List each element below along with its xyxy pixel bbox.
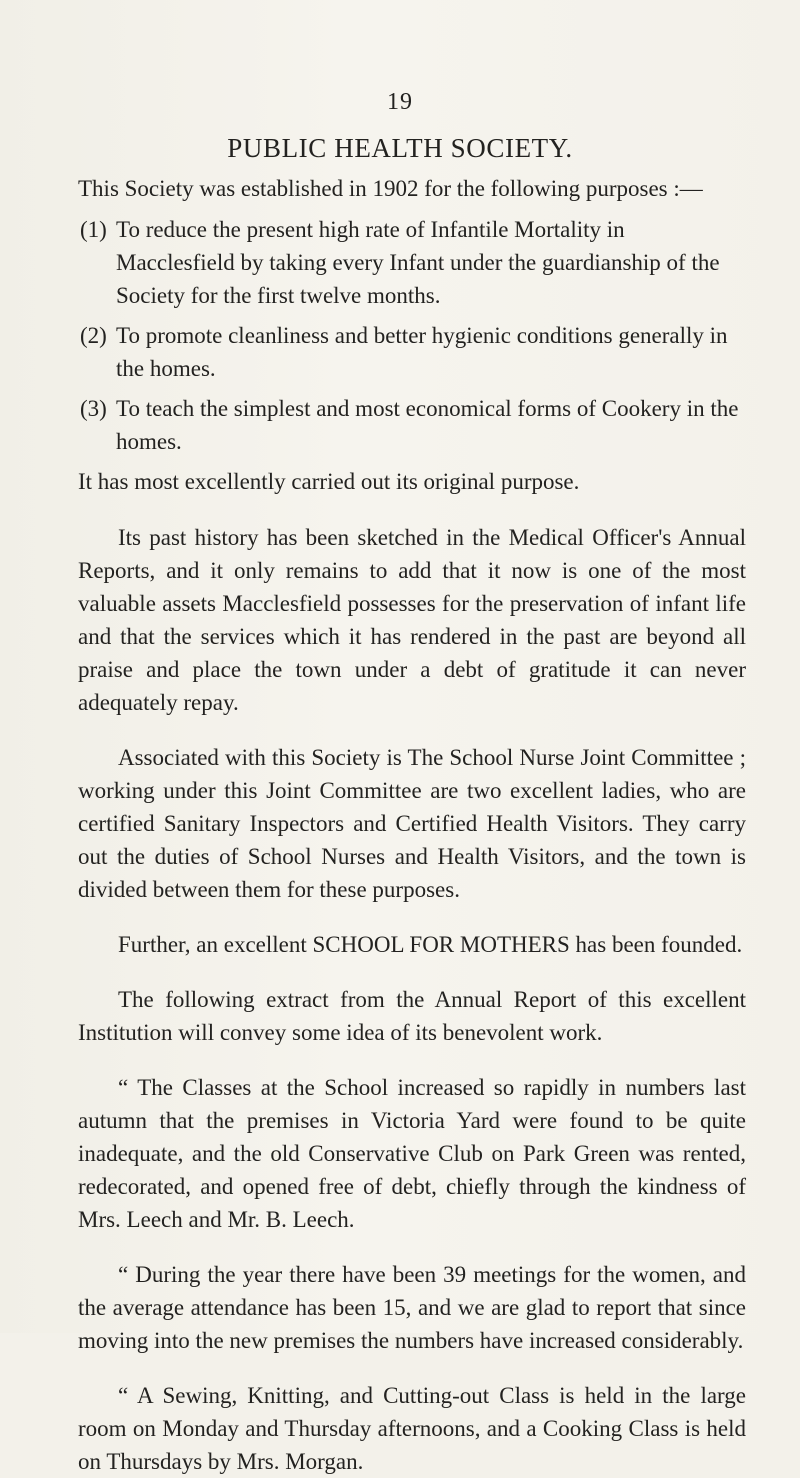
page-title: PUBLIC HEALTH SOCIETY. — [227, 133, 573, 163]
intro-paragraph: This Society was established in 1902 for the following purposes :— — [78, 176, 703, 201]
purpose-text: To teach the simplest and most economical forms of Cookery in the homes. — [116, 396, 739, 454]
summary-paragraph: It has most excellently carried out its original purpose. — [78, 469, 580, 494]
meetings-quote-paragraph: “ During the year there have been 39 meetings for the women, and the average attendance has been 15, and we are glad to report that since moving into the new premises the numbers have increased considerably. — [78, 1262, 746, 1353]
purpose-item-2 — [78, 319, 746, 385]
page-number: 19 — [387, 89, 413, 115]
document-body — [78, 172, 746, 1478]
purpose-number: (2) — [80, 323, 107, 348]
purpose-number: (1) — [80, 217, 107, 242]
classes-quote-paragraph: “ The Classes at the School increased so rapidly in numbers last autumn that the premises in Victoria Yard were found to be quite inadequate, and the old Conservative Club on Park Green was rented, redecorated, and opened free of debt, chiefly through the kindness of Mrs. Leech and Mr. B. Leech. — [78, 1075, 746, 1232]
extract-intro-paragraph: The following extract from the Annual Report of this excellent Institution will convey some idea of its benevolent work. — [78, 987, 746, 1045]
purpose-number: (3) — [80, 396, 107, 421]
school-for-mothers-paragraph: Further, an excellent SCHOOL FOR MOTHERS has been founded. — [118, 932, 743, 957]
purpose-text: To promote cleanliness and better hygienic conditions generally in the homes. — [116, 323, 728, 381]
purpose-text: To reduce the present high rate of Infantile Mortality in Macclesfield by taking every Infant under the guardianship of the Society for the first twelve months. — [116, 217, 720, 308]
purpose-item-1 — [78, 213, 746, 312]
purpose-item-3 — [78, 392, 746, 458]
sewing-class-quote-paragraph: “ A Sewing, Knitting, and Cutting-out Class is held in the large room on Monday and Thursday afternoons, and a Cooking Class is held on Thursdays by Mrs. Morgan. — [78, 1383, 746, 1474]
history-paragraph: Its past history has been sketched in the Medical Officer's Annual Reports, and it only remains to add that it now is one of the most valuable assets Macclesfield possesses for the preservation of infant life and that the services which it has rendered in the past are beyond all praise and place the town under a debt of gratitude it can never adequately repay. — [78, 525, 746, 715]
committee-paragraph: Associated with this Society is The School Nurse Joint Committee ; working under this Joint Committee are two excellent ladies, who are certified Sanitary Inspectors and Certified Health Visitors. They carry out the duties of School Nurses and Health Visitors, and the town is divided between them for these purposes. — [78, 745, 746, 902]
